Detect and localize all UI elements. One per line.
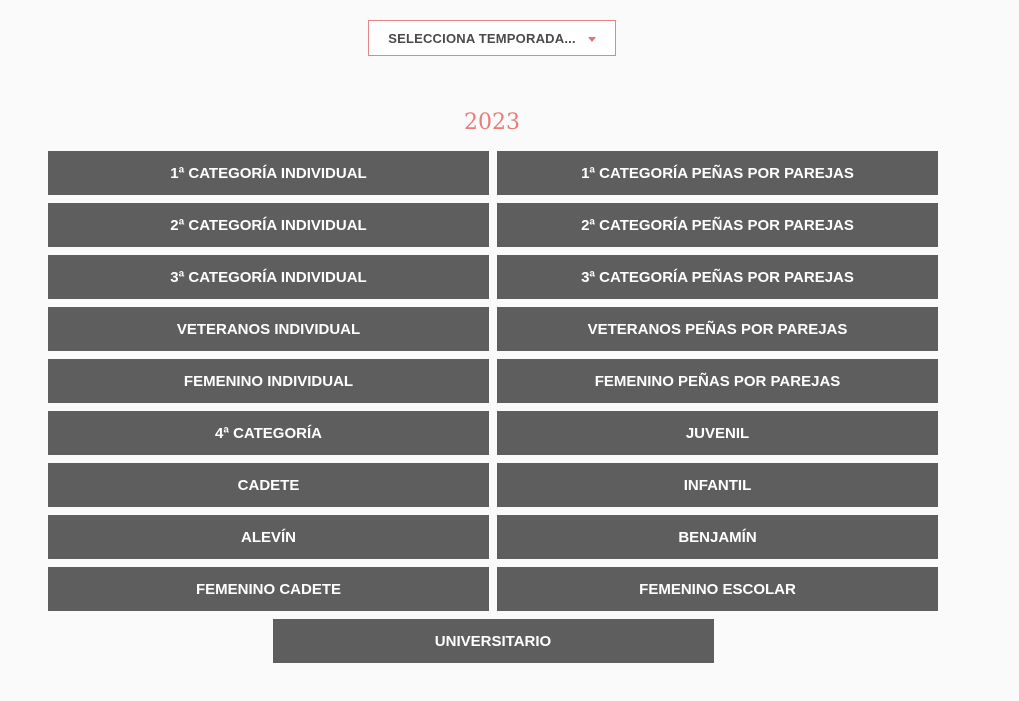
season-select-dropdown[interactable]: [368, 20, 616, 56]
category-button-cadete[interactable]: CADETE: [48, 463, 489, 507]
category-button-4a-categoria[interactable]: 4ª CATEGORÍA: [48, 411, 489, 455]
category-button-benjamin[interactable]: BENJAMÍN: [497, 515, 938, 559]
year-heading: 2023: [464, 110, 520, 135]
category-button-juvenil[interactable]: JUVENIL: [497, 411, 938, 455]
category-button-femenino-cadete[interactable]: FEMENINO CADETE: [48, 567, 489, 611]
category-button-3a-penas-parejas[interactable]: 3ª CATEGORÍA PEÑAS POR PAREJAS: [497, 255, 938, 299]
category-button-femenino-escolar[interactable]: FEMENINO ESCOLAR: [497, 567, 938, 611]
category-button-universitario[interactable]: UNIVERSITARIO: [273, 619, 714, 663]
category-button-veteranos-individual[interactable]: VETERANOS INDIVIDUAL: [48, 307, 489, 351]
category-button-3a-individual[interactable]: 3ª CATEGORÍA INDIVIDUAL: [48, 255, 489, 299]
category-button-veteranos-penas-parejas[interactable]: VETERANOS PEÑAS POR PAREJAS: [497, 307, 938, 351]
season-select-label: SELECCIONA TEMPORADA...: [388, 30, 576, 46]
category-button-femenino-penas-parejas[interactable]: FEMENINO PEÑAS POR PAREJAS: [497, 359, 938, 403]
category-button-infantil[interactable]: INFANTIL: [497, 463, 938, 507]
category-button-2a-individual[interactable]: 2ª CATEGORÍA INDIVIDUAL: [48, 203, 489, 247]
category-button-femenino-individual[interactable]: FEMENINO INDIVIDUAL: [48, 359, 489, 403]
category-button-2a-penas-parejas[interactable]: 2ª CATEGORÍA PEÑAS POR PAREJAS: [497, 203, 938, 247]
category-button-1a-individual[interactable]: 1ª CATEGORÍA INDIVIDUAL: [48, 151, 489, 195]
category-grid: [48, 151, 938, 663]
category-button-alevin[interactable]: ALEVÍN: [48, 515, 489, 559]
chevron-down-icon: [588, 37, 596, 42]
category-button-1a-penas-parejas[interactable]: 1ª CATEGORÍA PEÑAS POR PAREJAS: [497, 151, 938, 195]
